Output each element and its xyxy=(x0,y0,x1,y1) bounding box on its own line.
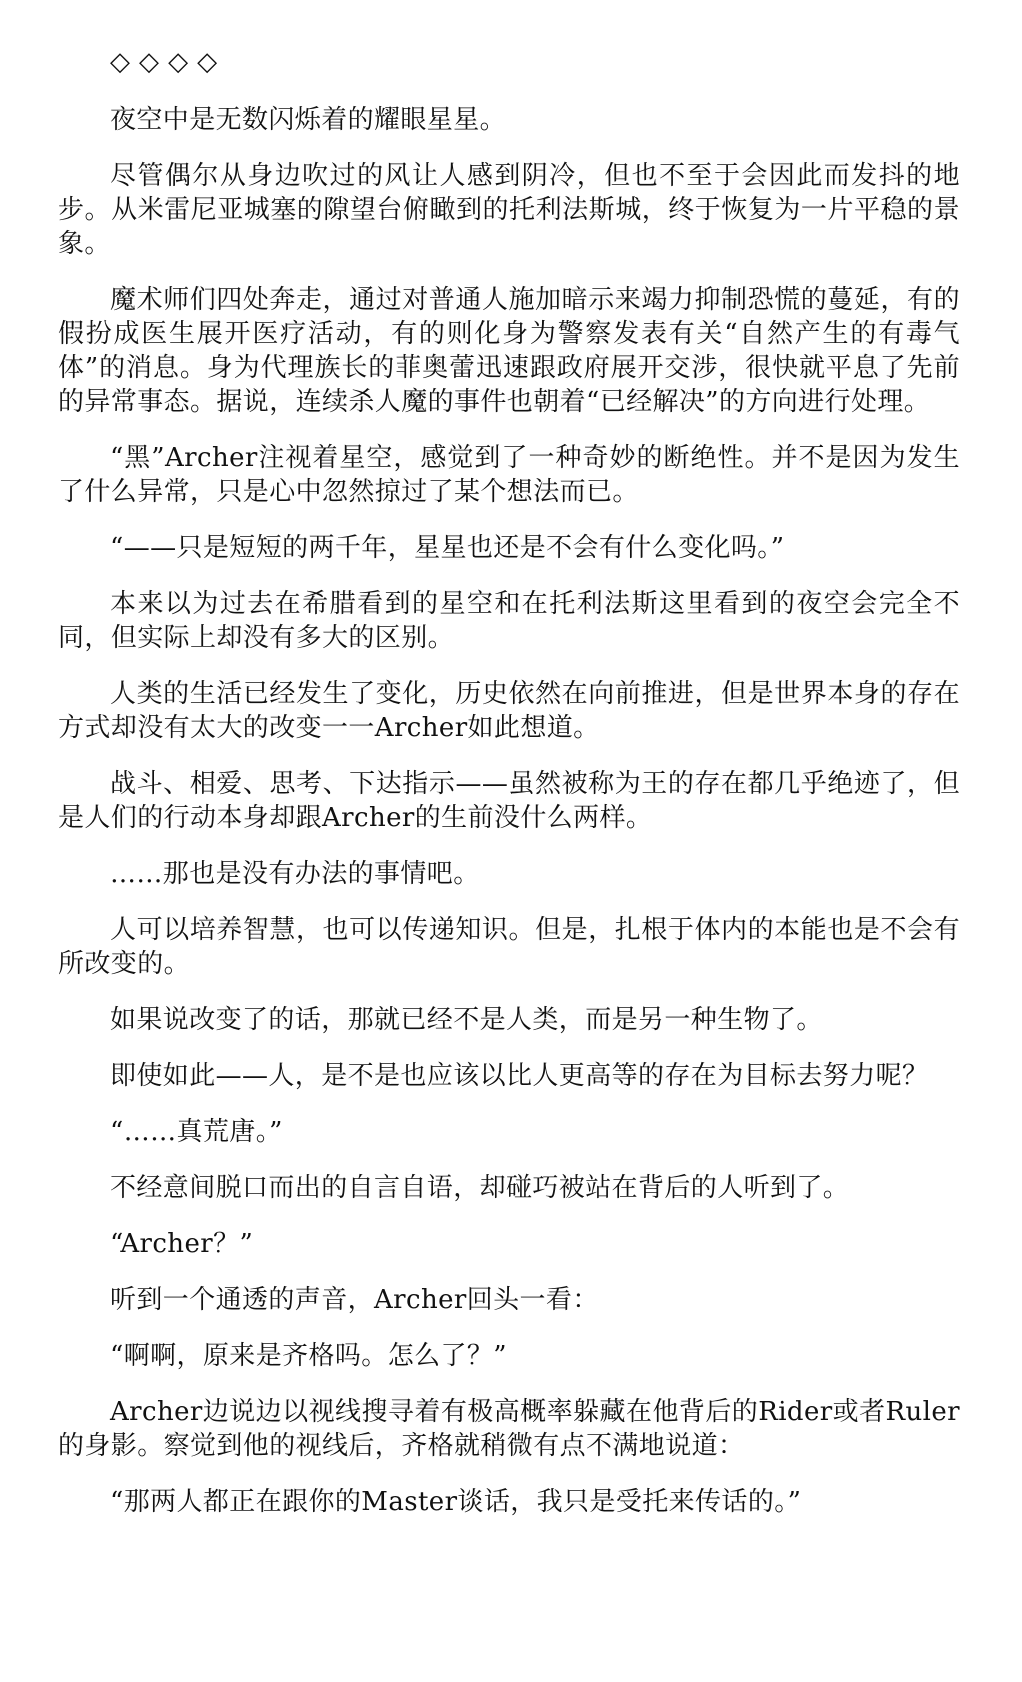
paragraph: 听到一个通透的声音，Archer回头一看： xyxy=(110,1285,599,1315)
document-page xyxy=(58,45,960,1541)
paragraph: 人可以培养智慧，也可以传递知识。但是，扎根于体内的本能也是不会有所改变的。 xyxy=(58,915,960,979)
paragraph: Archer边说边以视线搜寻着有极高概率躲藏在他背后的Rider或者Ruler的身影。察觉到他的视线后，齐格就稍微有点不满地说道： xyxy=(58,1397,960,1461)
paragraph: 夜空中是无数闪烁着的耀眼星星。 xyxy=(110,105,507,135)
paragraph: 战斗、相爱、思考、下达指示——虽然被称为王的存在都几乎绝迹了，但是人们的行动本身却跟Archer的生前没什么两样。 xyxy=(58,769,960,833)
paragraph: “……真荒唐。” xyxy=(110,1117,283,1147)
paragraph: “那两人都正在跟你的Master谈话，我只是受托来传话的。” xyxy=(110,1487,802,1517)
paragraph: 魔术师们四处奔走，通过对普通人施加暗示来竭力抑制恐慌的蔓延，有的假扮成医生展开医疗活动，有的则化身为警察发表有关“自然产生的有毒气体”的消息。身为代理族长的菲奥蕾迅速跟政府展开交涉，很快就平息了先前的异常事态。据说，连续杀人魔的事件也朝着“已经解决”的方向进行处理。 xyxy=(58,285,960,417)
paragraph: “黑”Archer注视着星空，感觉到了一种奇妙的断绝性。并不是因为发生了什么异常，只是心中忽然掠过了某个想法而已。 xyxy=(58,443,960,507)
paragraph: “——只是短短的两千年，星星也还是不会有什么变化吗。” xyxy=(110,533,785,563)
paragraph: “啊啊，原来是齐格吗。怎么了？” xyxy=(110,1341,507,1371)
paragraph: 不经意间脱口而出的自言自语，却碰巧被站在背后的人听到了。 xyxy=(110,1173,850,1203)
paragraph: 人类的生活已经发生了变化，历史依然在向前推进，但是世界本身的存在方式却没有太大的改变一一Archer如此想道。 xyxy=(58,679,960,743)
paragraph: “Archer？” xyxy=(110,1229,254,1259)
paragraph: 本来以为过去在希腊看到的星空和在托利法斯这里看到的夜空会完全不同，但实际上却没有多大的区别。 xyxy=(58,589,960,653)
paragraph: 尽管偶尔从身边吹过的风让人感到阴冷，但也不至于会因此而发抖的地步。从米雷尼亚城塞的隙望台俯瞰到的托利法斯城，终于恢复为一片平稳的景象。 xyxy=(58,161,960,259)
section-separator: ◇ ◇ ◇ ◇ xyxy=(110,47,218,77)
paragraph: 即使如此——人，是不是也应该以比人更高等的存在为目标去努力呢？ xyxy=(110,1061,929,1091)
paragraph: ……那也是没有办法的事情吧。 xyxy=(110,859,480,889)
paragraph: 如果说改变了的话，那就已经不是人类，而是另一种生物了。 xyxy=(110,1005,823,1035)
